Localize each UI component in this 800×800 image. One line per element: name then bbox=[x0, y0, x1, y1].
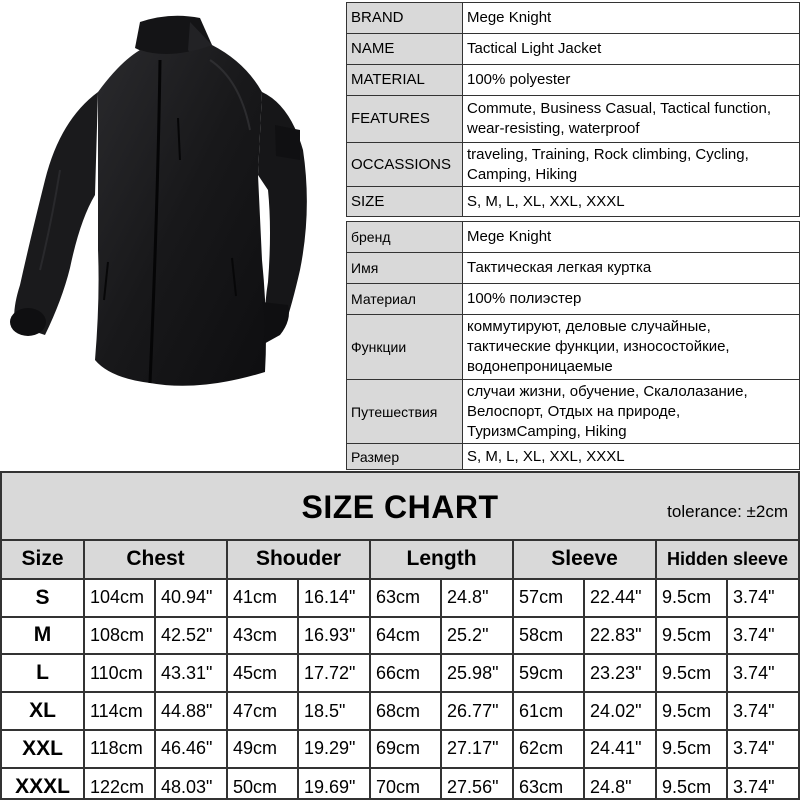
spec-key: Имя bbox=[347, 253, 463, 284]
table-cell: 108cm bbox=[84, 617, 155, 655]
table-cell: 27.17" bbox=[441, 730, 513, 768]
col-header-size: Size bbox=[2, 541, 84, 579]
table-cell: 41cm bbox=[227, 579, 298, 617]
spec-row bbox=[347, 380, 800, 444]
table-cell: 19.69" bbox=[298, 768, 370, 800]
spec-key: MATERIAL bbox=[347, 65, 463, 96]
table-cell: 64cm bbox=[370, 617, 441, 655]
spec-table-russian bbox=[346, 221, 800, 470]
spec-row bbox=[347, 143, 800, 187]
size-label: L bbox=[2, 654, 84, 692]
spec-value: 100% полиэстер bbox=[463, 284, 800, 315]
table-cell: 45cm bbox=[227, 654, 298, 692]
table-cell: 69cm bbox=[370, 730, 441, 768]
table-row bbox=[2, 730, 798, 768]
table-cell: 16.93" bbox=[298, 617, 370, 655]
table-cell: 48.03" bbox=[155, 768, 227, 800]
table-cell: 19.29" bbox=[298, 730, 370, 768]
jacket-left-sleeve bbox=[14, 92, 98, 335]
table-cell: 50cm bbox=[227, 768, 298, 800]
size-label: XXL bbox=[2, 730, 84, 768]
spec-value: Tactical Light Jacket bbox=[463, 34, 800, 65]
col-header-sleeve: Sleeve bbox=[513, 541, 656, 579]
table-cell: 17.72" bbox=[298, 654, 370, 692]
table-cell: 42.52" bbox=[155, 617, 227, 655]
table-cell: 58cm bbox=[513, 617, 584, 655]
table-cell: 63cm bbox=[370, 579, 441, 617]
spec-row bbox=[347, 222, 800, 253]
table-cell: 118cm bbox=[84, 730, 155, 768]
table-cell: 62cm bbox=[513, 730, 584, 768]
size-chart-table bbox=[2, 541, 798, 800]
table-cell: 104cm bbox=[84, 579, 155, 617]
spec-row bbox=[347, 187, 800, 217]
size-chart-header bbox=[2, 473, 798, 541]
spec-row bbox=[347, 284, 800, 315]
spec-key: SIZE bbox=[347, 187, 463, 217]
table-cell: 40.94" bbox=[155, 579, 227, 617]
table-cell: 44.88" bbox=[155, 692, 227, 730]
table-cell: 22.44" bbox=[584, 579, 656, 617]
spec-value: 100% polyester bbox=[463, 65, 800, 96]
table-row bbox=[2, 617, 798, 655]
spec-value: случаи жизни, обучение, Скалолазание, Велоспорт, Отдых на природе, ТуризмCamping, Hiking bbox=[463, 380, 800, 444]
table-cell: 24.02" bbox=[584, 692, 656, 730]
table-cell: 16.14" bbox=[298, 579, 370, 617]
table-cell: 47cm bbox=[227, 692, 298, 730]
size-chart bbox=[0, 471, 800, 800]
spec-row bbox=[347, 34, 800, 65]
table-row bbox=[2, 654, 798, 692]
spec-value: Тактическая легкая куртка bbox=[463, 253, 800, 284]
spec-value: S, M, L, XL, XXL, XXXL bbox=[463, 187, 800, 217]
col-header-length: Length bbox=[370, 541, 513, 579]
size-label: M bbox=[2, 617, 84, 655]
spec-key: BRAND bbox=[347, 3, 463, 34]
spec-value: S, M, L, XL, XXL, XXXL bbox=[463, 444, 800, 470]
spec-value: Mege Knight bbox=[463, 3, 800, 34]
spec-key: NAME bbox=[347, 34, 463, 65]
table-cell: 114cm bbox=[84, 692, 155, 730]
spec-value: коммутируют, деловые случайные, тактические функции, износостойкие, водонепроницаемые bbox=[463, 315, 800, 380]
spec-row bbox=[347, 253, 800, 284]
table-cell: 63cm bbox=[513, 768, 584, 800]
table-cell: 66cm bbox=[370, 654, 441, 692]
spec-key: OCCASSIONS bbox=[347, 143, 463, 187]
jacket-photo bbox=[0, 0, 345, 470]
spec-key: Материал bbox=[347, 284, 463, 315]
table-cell: 24.41" bbox=[584, 730, 656, 768]
spec-key: Размер bbox=[347, 444, 463, 470]
table-row bbox=[2, 692, 798, 730]
table-cell: 9.5cm bbox=[656, 768, 727, 800]
size-chart-body bbox=[2, 579, 798, 800]
table-cell: 61cm bbox=[513, 692, 584, 730]
size-chart-title: SIZE CHART bbox=[301, 489, 499, 525]
spec-table-english bbox=[346, 2, 800, 217]
size-chart-header-row bbox=[2, 541, 798, 579]
table-cell: 26.77" bbox=[441, 692, 513, 730]
table-cell: 9.5cm bbox=[656, 617, 727, 655]
spec-value: traveling, Training, Rock climbing, Cycling, Camping, Hiking bbox=[463, 143, 800, 187]
table-cell: 46.46" bbox=[155, 730, 227, 768]
spec-key: Функции bbox=[347, 315, 463, 380]
spec-row bbox=[347, 315, 800, 380]
col-header-chest: Chest bbox=[84, 541, 227, 579]
table-cell: 25.98" bbox=[441, 654, 513, 692]
table-cell: 43cm bbox=[227, 617, 298, 655]
table-cell: 23.23" bbox=[584, 654, 656, 692]
table-cell: 43.31" bbox=[155, 654, 227, 692]
size-label: XXXL bbox=[2, 768, 84, 800]
tolerance-note: tolerance: ±2cm bbox=[667, 502, 788, 521]
table-cell: 3.74" bbox=[727, 730, 798, 768]
spec-key: бренд bbox=[347, 222, 463, 253]
table-cell: 3.74" bbox=[727, 579, 798, 617]
jacket-arm-patch bbox=[275, 125, 300, 160]
spec-key: Путешествия bbox=[347, 380, 463, 444]
table-cell: 24.8" bbox=[441, 579, 513, 617]
spec-row bbox=[347, 444, 800, 470]
spec-row bbox=[347, 96, 800, 143]
table-cell: 59cm bbox=[513, 654, 584, 692]
size-label: XL bbox=[2, 692, 84, 730]
table-cell: 122cm bbox=[84, 768, 155, 800]
table-cell: 57cm bbox=[513, 579, 584, 617]
table-cell: 49cm bbox=[227, 730, 298, 768]
table-cell: 3.74" bbox=[727, 617, 798, 655]
jacket-illustration bbox=[0, 0, 345, 470]
size-label: S bbox=[2, 579, 84, 617]
table-cell: 25.2" bbox=[441, 617, 513, 655]
table-cell: 3.74" bbox=[727, 768, 798, 800]
table-cell: 9.5cm bbox=[656, 692, 727, 730]
table-cell: 24.8" bbox=[584, 768, 656, 800]
table-cell: 9.5cm bbox=[656, 654, 727, 692]
table-cell: 9.5cm bbox=[656, 730, 727, 768]
spec-row bbox=[347, 3, 800, 34]
table-cell: 27.56" bbox=[441, 768, 513, 800]
table-cell: 3.74" bbox=[727, 654, 798, 692]
spec-row bbox=[347, 65, 800, 96]
spec-value: Mege Knight bbox=[463, 222, 800, 253]
table-row bbox=[2, 768, 798, 800]
spec-value: Commute, Business Casual, Tactical function, wear-resisting, waterproof bbox=[463, 96, 800, 143]
table-cell: 68cm bbox=[370, 692, 441, 730]
table-cell: 3.74" bbox=[727, 692, 798, 730]
table-cell: 110cm bbox=[84, 654, 155, 692]
table-cell: 22.83" bbox=[584, 617, 656, 655]
col-header-shoulder: Shouder bbox=[227, 541, 370, 579]
table-cell: 18.5" bbox=[298, 692, 370, 730]
table-row bbox=[2, 579, 798, 617]
spec-key: FEATURES bbox=[347, 96, 463, 143]
table-cell: 9.5cm bbox=[656, 579, 727, 617]
col-header-hidden-sleeve: Hidden sleeve bbox=[656, 541, 798, 579]
table-cell: 70cm bbox=[370, 768, 441, 800]
